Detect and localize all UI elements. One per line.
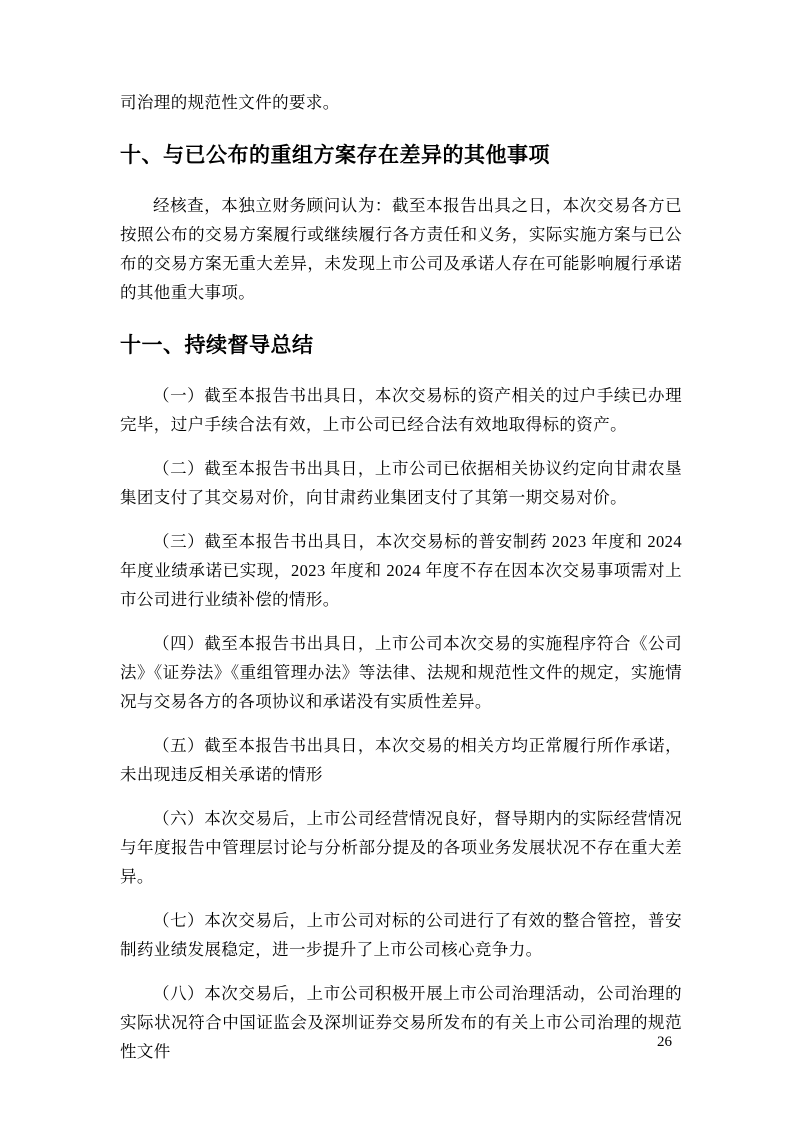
- paragraph: （八）本次交易后，上市公司积极开展上市公司治理活动，公司治理的实际状况符合中国证监会及深圳证券交易所发布的有关上市公司治理的规范性文件: [120, 984, 682, 1061]
- paragraph: （二）截至本报告书出具日，上市公司已依据相关协议约定向甘肃农垦集团支付了其交易对价，向甘肃药业集团支付了其第一期交易对价。: [120, 459, 682, 507]
- paragraph: 经核查，本独立财务顾问认为：截至本报告出具之日，本次交易各方已按照公布的交易方案履行或继续履行各方责任和义务，实际实施方案与已公布的交易方案无重大差异，未发现上市公司及承诺人存在可能影响履行承诺的其他重大事项。: [120, 196, 682, 302]
- paragraph: （一）截至本报告书出具日，本次交易标的资产相关的过户手续已办理完毕，过户手续合法有效，上市公司已经合法有效地取得标的资产。: [120, 386, 682, 434]
- paragraph: （六）本次交易后，上市公司经营情况良好，督导期内的实际经营情况与年度报告中管理层讨论与分析部分提及的各项业务发展状况不存在重大差异。: [120, 809, 682, 886]
- section-heading-11: 十一、持续督导总结: [120, 334, 314, 357]
- page-number: 26: [657, 1034, 672, 1050]
- paragraph: （四）截至本报告书出具日，上市公司本次交易的实施程序符合《公司法》《证券法》《重组管理办法》等法律、法规和规范性文件的规定，实施情况与交易各方的各项协议和承诺没有实质性差异。: [120, 634, 682, 711]
- paragraph: （三）截至本报告书出具日，本次交易标的普安制药 2023 年度和 2024 年度业绩承诺已实现，2023 年度和 2024 年度不存在因本次交易事项需对上市公司进行业绩补偿的情形。: [120, 532, 682, 609]
- section-heading-10: 十、与已公布的重组方案存在差异的其他事项: [120, 144, 550, 167]
- paragraph: （七）本次交易后，上市公司对标的公司进行了有效的整合管控，普安制药业绩发展稳定，进一步提升了上市公司核心竞争力。: [120, 911, 682, 959]
- continuation-paragraph: 司治理的规范性文件的要求。: [120, 93, 340, 112]
- page-content: [120, 88, 682, 1081]
- paragraph: （五）截至本报告书出具日，本次交易的相关方均正常履行所作承诺，未出现违反相关承诺的情形: [120, 736, 682, 784]
